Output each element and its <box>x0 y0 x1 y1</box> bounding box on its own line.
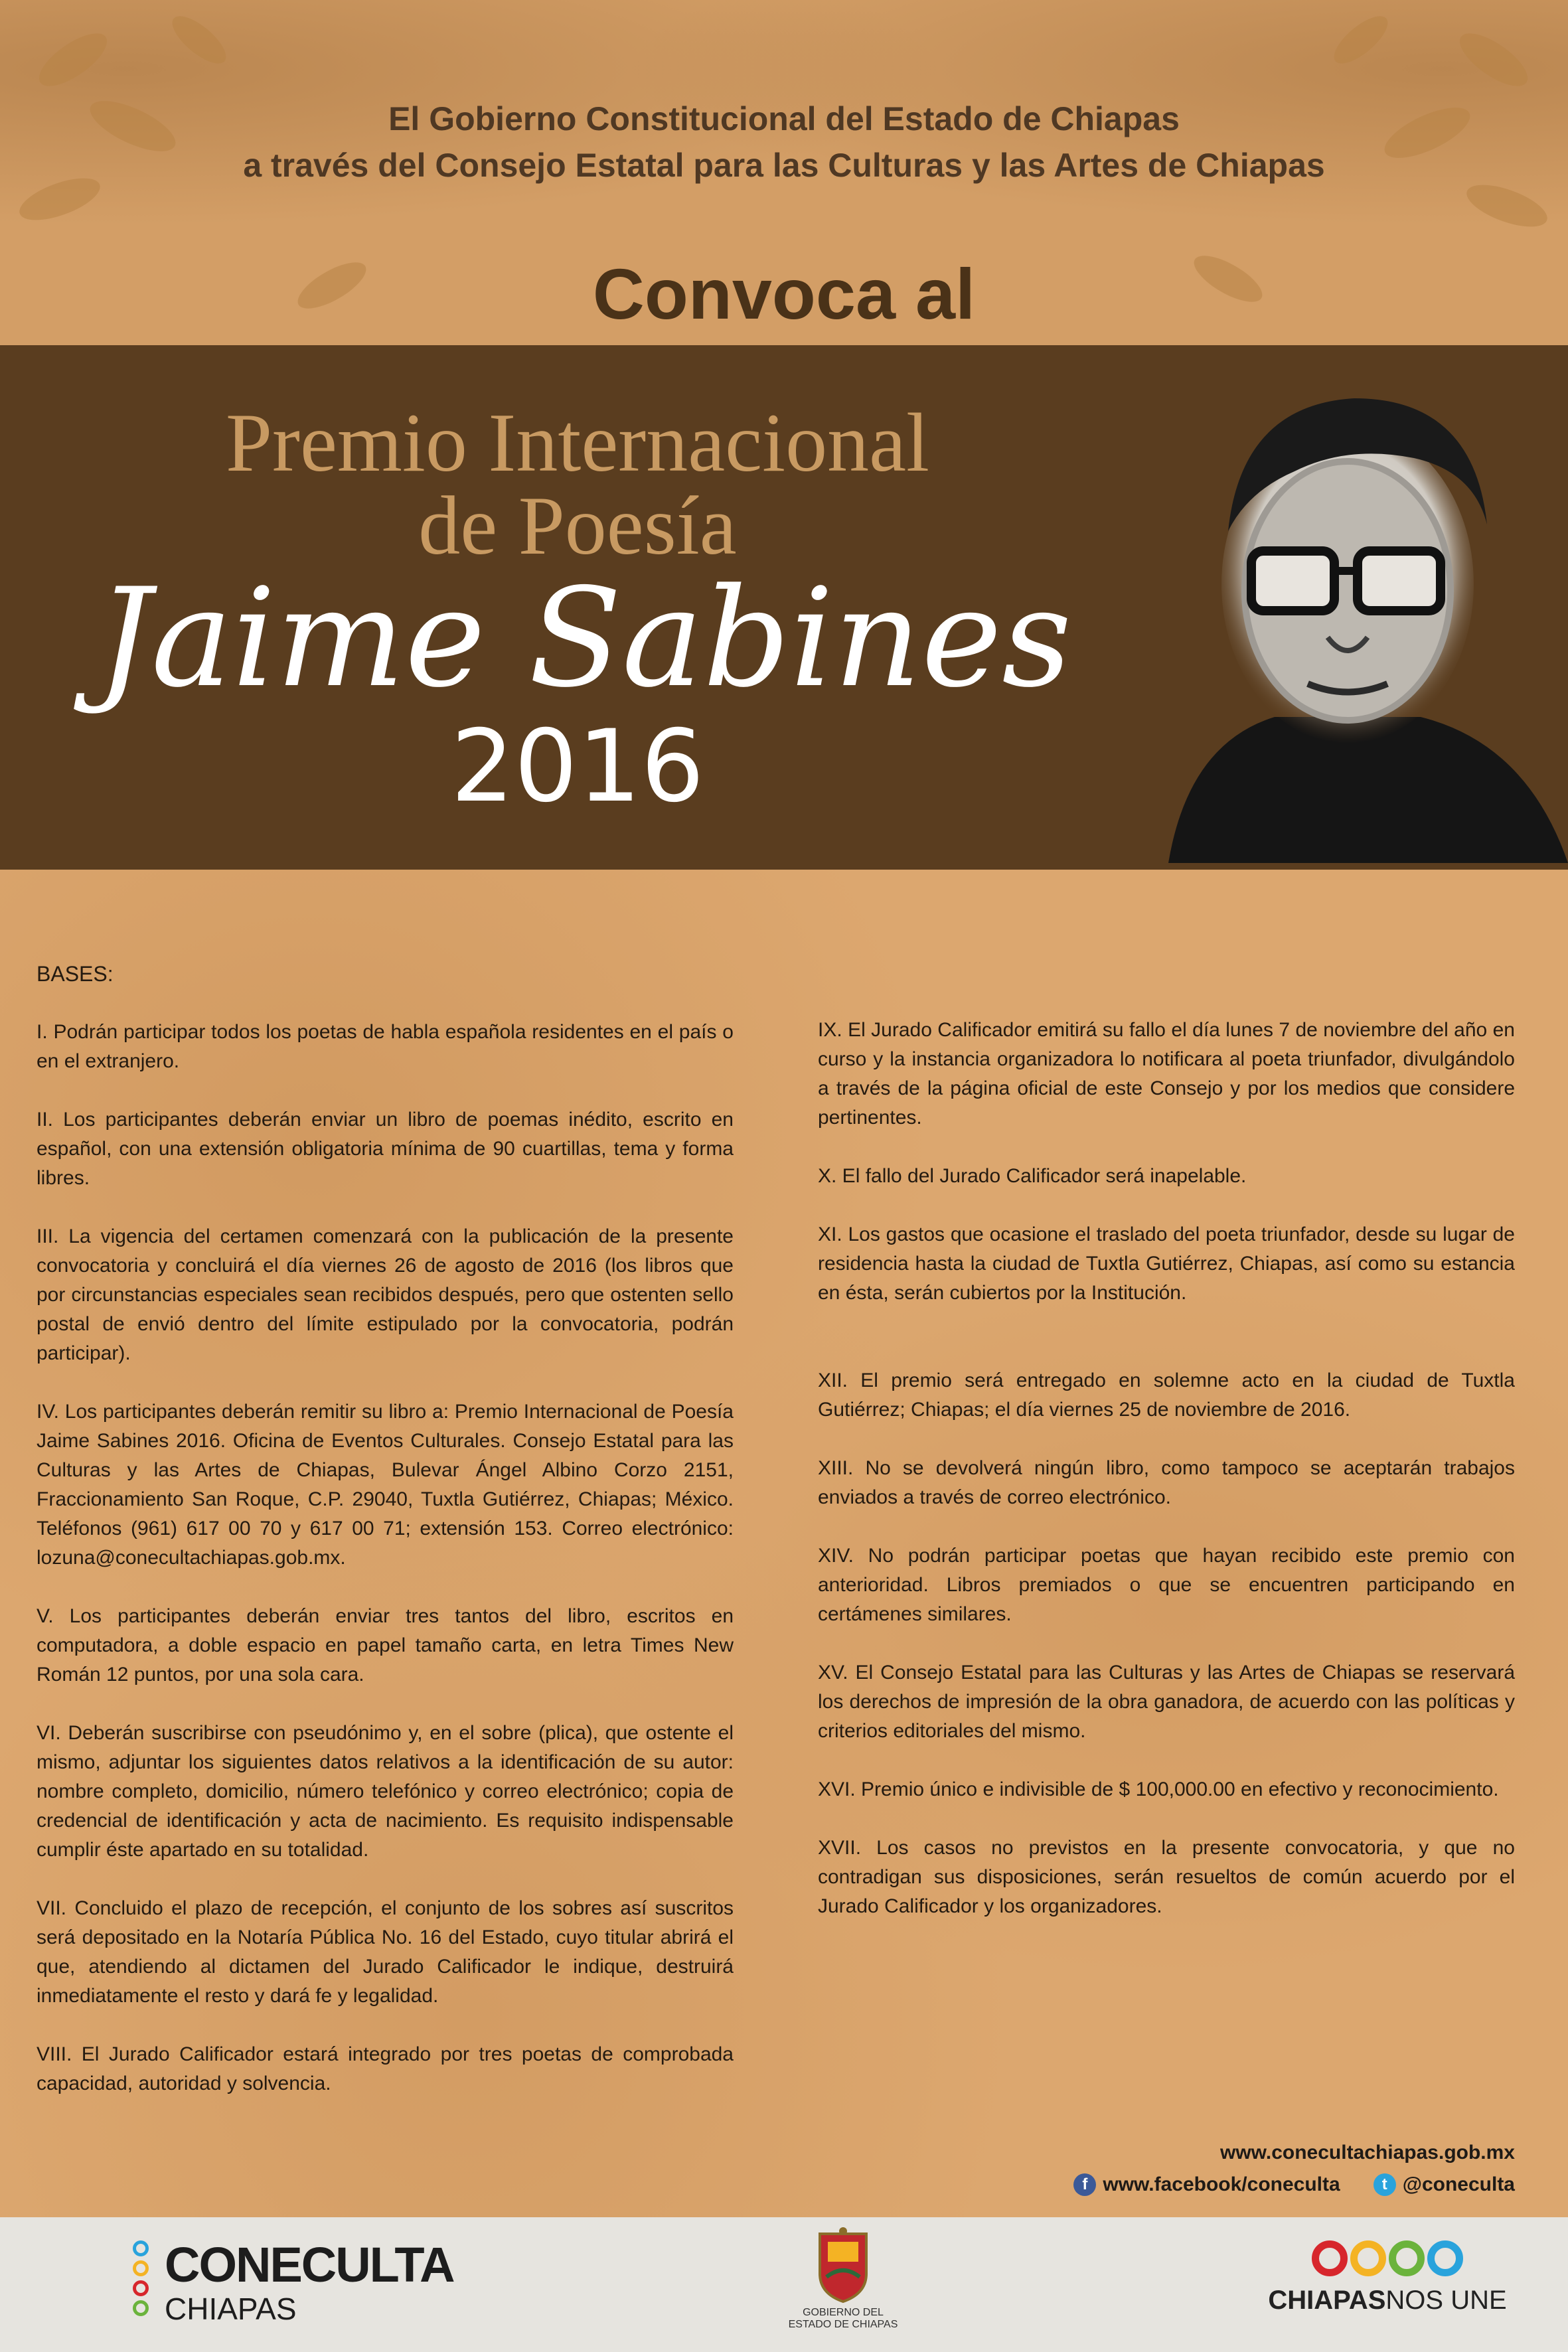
bases-right-column <box>818 1016 1515 1950</box>
chiapas-nos-une-text: CHIAPASNOS UNE <box>1268 2286 1507 2315</box>
poet-name-title: Jaime Sabines <box>96 560 1072 718</box>
base-item: XVI. Premio único e indivisible de $ 100,000.00 en efectivo y reconocimiento. <box>818 1778 1499 1800</box>
bases-heading: BASES: <box>37 962 114 986</box>
convoca-heading: Convoca al <box>592 254 976 334</box>
chiapas-nos-une-logo <box>1268 2240 1507 2333</box>
government-line-1: GOBIERNO DEL <box>803 2307 884 2318</box>
base-item: VI. Deberán suscribirse con pseudónimo y, en el sobre (plica), que ostente el mismo, adjuntar los siguientes datos relativos a la identificación de su autor: nombre completo, domicilio, número telefónico y correo electrónico; copia de credencial de identificación y acta de nacimiento. Es requisito indispensable cumplir éste apartado en su totalidad. <box>37 1722 734 1861</box>
base-item: XV. El Consejo Estatal para las Culturas y las Artes de Chiapas se reservará los derechos de impresión de la obra ganadora, de acuerdo con las políticas y criterios editoriales del mismo. <box>818 1662 1515 1742</box>
facebook-label: www.facebook/coneculta <box>1103 2173 1340 2195</box>
twitter-icon: t <box>1373 2173 1396 2196</box>
base-item: VIII. El Jurado Calificador estará integrado por tres poetas de comprobada capacidad, autoridad y solvencia. <box>37 2043 734 2094</box>
colored-rings-icon <box>1268 2240 1507 2276</box>
base-item: II. Los participantes deberán enviar un libro de poemas inédito, escrito en español, con una extensión obligatoria mínima de 90 cuartillas, tema y forma libres. <box>37 1109 734 1189</box>
coneculta-logo <box>133 2234 454 2333</box>
bases-left-column <box>37 959 734 2128</box>
base-item: VII. Concluido el plazo de recepción, el conjunto de los sobres así suscritos será depositado en la Notaría Pública No. 16 del Estado, cuyo titular abrirá el que, atendiendo al dictamen del Jurado Calificador le indique, destruirá inmediatamente el resto y dará fe y legalidad. <box>37 1897 734 2007</box>
state-shield-icon <box>813 2227 873 2304</box>
premio-title-line-1: Premio Internacional <box>225 397 930 489</box>
base-item: XIV. No podrán participar poetas que hayan recibido este premio con anterioridad. Libros premiados o que se encuentren participando en certámenes similares. <box>818 1545 1515 1625</box>
base-item: XI. Los gastos que ocasione el traslado del poeta triunfador, desde su lugar de residencia hasta la ciudad de Tuxtla Gutiérrez, Chiapas, así como su estancia en ésta, serán cubiertos por la Institución. <box>818 1223 1515 1304</box>
website-link[interactable]: www.conecultachiapas.gob.mx <box>1220 2142 1515 2163</box>
organizer-line-2: a través del Consejo Estatal para las Culturas y las Artes de Chiapas <box>243 147 1325 184</box>
base-item: IX. El Jurado Calificador emitirá su fallo el día lunes 7 de noviembre del año en curso y la instancia organizadora lo notificara al poeta triunfador, divulgándolo a través de la página oficial de este Consejo y por los medios que considere pertinentes. <box>818 1019 1515 1129</box>
government-logo <box>770 2227 916 2343</box>
premio-title-line-2: de Poesía <box>418 480 737 572</box>
contest-year: 2016 <box>451 709 704 824</box>
contact-links <box>1073 2138 1515 2200</box>
twitter-label: @coneculta <box>1402 2173 1515 2195</box>
base-item: XVII. Los casos no previstos en la presente convocatoria, y que no contradigan sus disposiciones, serán resueltos de común acuerdo por el Jurado Calificador y los organizadores. <box>818 1837 1515 1917</box>
base-item: XII. El premio será entregado en solemne acto en la ciudad de Tuxtla Gutiérrez; Chiapas; el día viernes 25 de noviembre de 2016. <box>818 1370 1515 1421</box>
base-item: XIII. No se devolverá ningún libro, como tampoco se aceptarán trabajos enviados a través de correo electrónico. <box>818 1457 1515 1508</box>
facebook-icon: f <box>1073 2173 1096 2196</box>
base-item: IV. Los participantes deberán remitir su libro a: Premio Internacional de Poesía Jaime Sabines 2016. Oficina de Eventos Culturales. Consejo Estatal para las Culturas y las Artes de Chiapas, Bulevar Ángel Albino Corzo 2151, Fraccionamiento San Roque, C.P. 29040, Tuxtla Gutiérrez, Chiapas; México. Teléfonos (961) 617 00 70 y 617 00 71; extensión 153. Correo electrónico: lozuna@conecultachiapas.gob.mx. <box>37 1401 734 1569</box>
base-item: III. La vigencia del certamen comenzará con la publicación de la presente convocatoria y concluirá el día viernes 26 de agosto de 2016 (los libros que por circunstancias especiales sean recibidos después, pero que ostenten sello postal de envió dentro del límite estipulado por la convocatoria, podrán participar). <box>37 1225 734 1364</box>
twitter-link[interactable] <box>1373 2169 1515 2200</box>
base-item: X. El fallo del Jurado Calificador será inapelable. <box>818 1165 1247 1187</box>
government-line-2: ESTADO DE CHIAPAS <box>788 2319 898 2330</box>
coneculta-name: CONECULTA <box>165 2237 454 2292</box>
base-item: I. Podrán participar todos los poetas de habla española residentes en el país o en el extranjero. <box>37 1021 734 1072</box>
coneculta-subtitle: CHIAPAS <box>165 2292 297 2326</box>
organizer-line-1: El Gobierno Constitucional del Estado de Chiapas <box>388 100 1180 137</box>
poet-portrait <box>1129 372 1568 863</box>
coneculta-dots-icon <box>133 2240 155 2320</box>
base-item: V. Los participantes deberán enviar tres tantos del libro, escritos en computadora, a doble espacio en papel tamaño carta, en letra Times New Román 12 puntos, por una sola cara. <box>37 1605 734 1686</box>
facebook-link[interactable] <box>1073 2169 1340 2200</box>
